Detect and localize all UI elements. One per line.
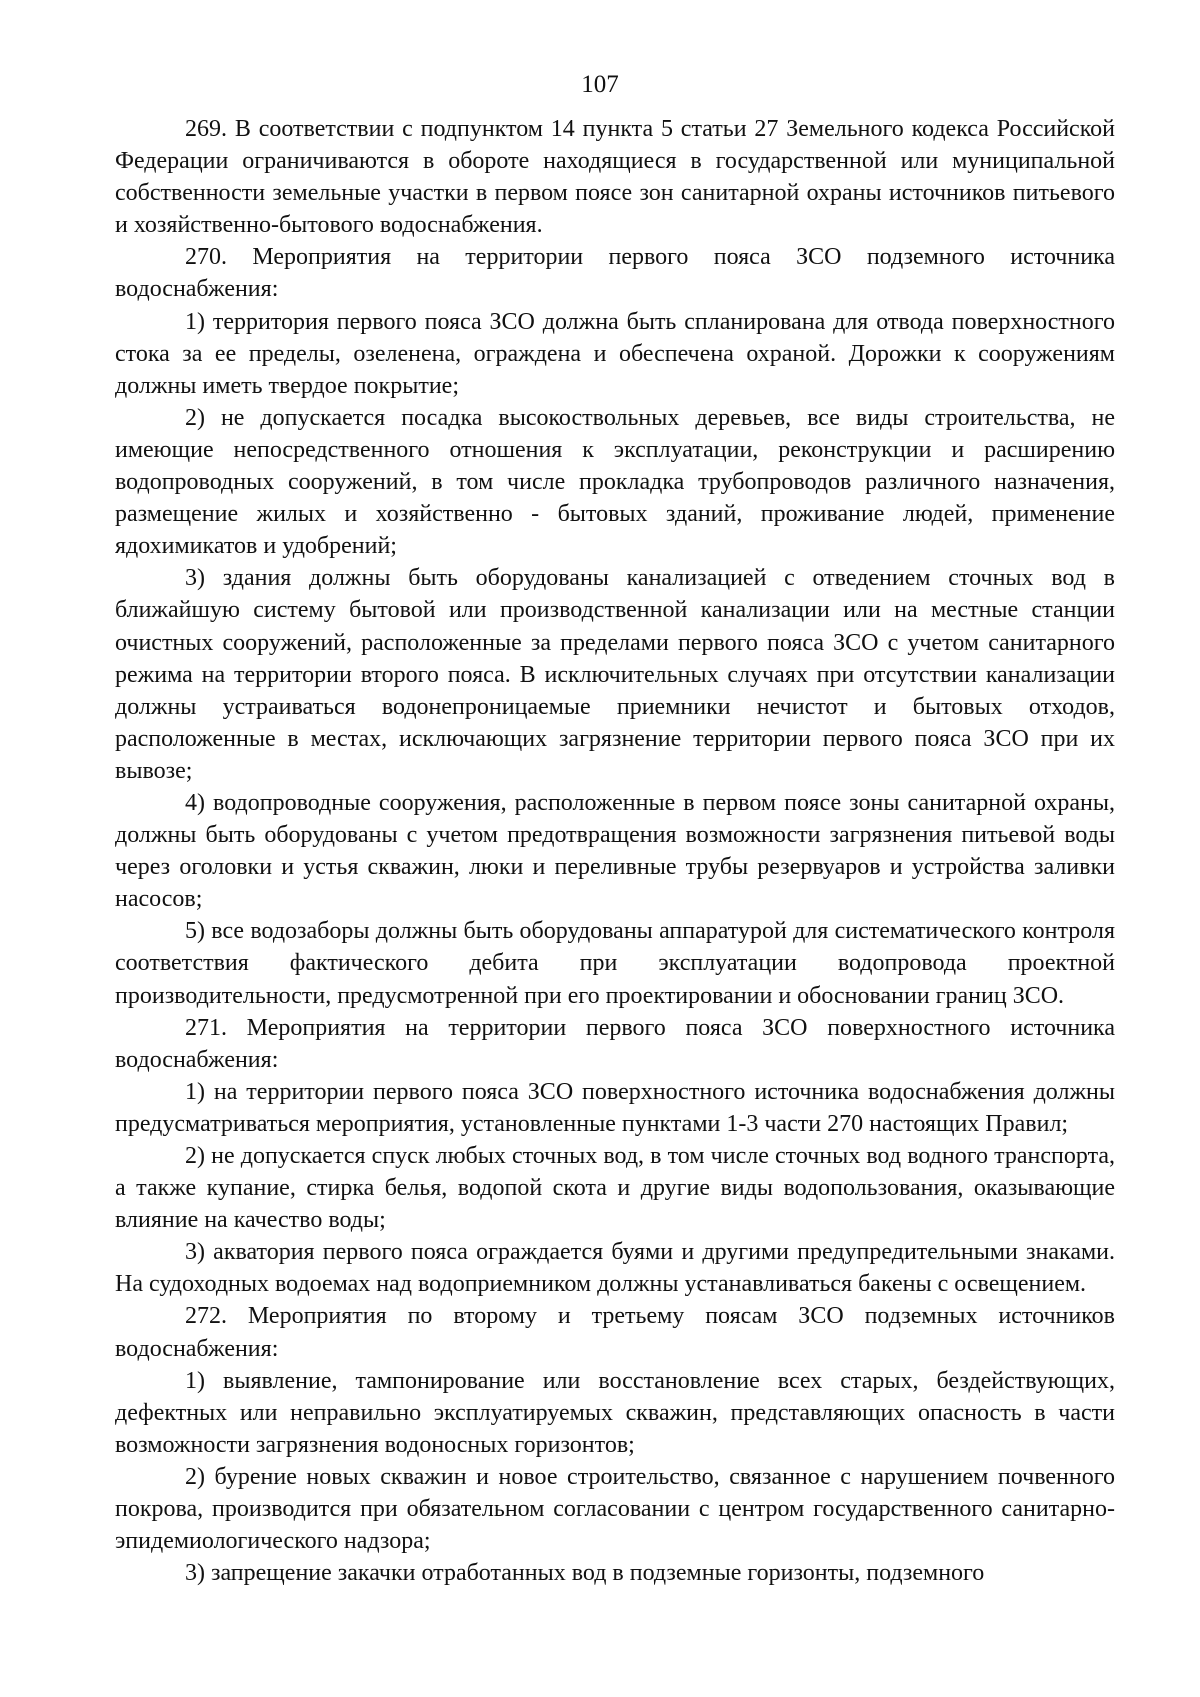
paragraph-269: 269. В соответствии с подпунктом 14 пункта 5 статьи 27 Земельного кодекса Российской Федерации ограничиваются в обороте находящиеся в государственной или муниципальной собственности земельные участки в первом поясе зон санитарной охраны источников питьевого и хозяйственно-бытового водоснабжения.: [115, 116, 1115, 239]
paragraph-272-item-3: 3) запрещение закачки отработанных вод в подземные горизонты, подземного: [185, 1560, 985, 1587]
paragraph-270-item-3: 3) здания должны быть оборудованы канализацией с отведением сточных вод в ближайшую систему бытовой или производственной канализации или на местные станции очистных сооружений, расположенные за пределами первого пояса ЗСО с учетом санитарного режима на территории второго пояса. В исключительных случаях при отсутствии канализации должны устраиваться водонепроницаемые приемники нечистот и бытовых отходов, расположенные в местах, исключающих загрязнение территории первого пояса ЗСО при их вывозе;: [115, 565, 1115, 784]
paragraph-272-item-1: 1) выявление, тампонирование или восстановление всех старых, бездействующих, дефектных или неправильно эксплуатируемых скважин, представляющих опасность в части возможности загрязнения водоносных горизонтов;: [115, 1367, 1115, 1458]
document-body: [115, 113, 1115, 1589]
paragraph-270: 270. Мероприятия на территории первого пояса ЗСО подземного источника водоснабжения:: [115, 244, 1115, 303]
paragraph-271-item-2: 2) не допускается спуск любых сточных вод, в том числе сточных вод водного транспорта, а также купание, стирка белья, водопой скота и другие виды водопользования, оказывающие влияние на качество воды;: [115, 1143, 1115, 1234]
paragraph-271: 271. Мероприятия на территории первого пояса ЗСО поверхностного источника водоснабжения:: [115, 1014, 1115, 1073]
paragraph-271-item-1: 1) на территории первого пояса ЗСО поверхностного источника водоснабжения должны предусматриваться мероприятия, установленные пунктами 1-3 части 270 настоящих Правил;: [115, 1078, 1115, 1137]
paragraph-272-item-2: 2) бурение новых скважин и новое строительство, связанное с нарушением почвенного покрова, производится при обязательном согласовании с центром государственного санитарно-эпидемиологического надзора;: [115, 1463, 1115, 1555]
paragraph-271-item-3: 3) акватория первого пояса ограждается буями и другими предупредительными знаками. На судоходных водоемах над водоприемником должны устанавливаться бакены с освещением.: [115, 1239, 1115, 1298]
paragraph-270-item-4: 4) водопроводные сооружения, расположенные в первом поясе зоны санитарной охраны, должны быть оборудованы с учетом предотвращения возможности загрязнения питьевой воды через оголовки и устья скважин, люки и переливные трубы резервуаров и устройства заливки насосов;: [115, 789, 1115, 913]
paragraph-270-item-5: 5) все водозаборы должны быть оборудованы аппаратурой для систематического контроля соответствия фактического дебита при эксплуатации водопровода проектной производительности, предусмотренной при его проектировании и обосновании границ ЗСО.: [115, 918, 1115, 1009]
paragraph-272: 272. Мероприятия по второму и третьему поясам ЗСО подземных источников водоснабжения:: [115, 1303, 1115, 1362]
paragraph-270-item-2: 2) не допускается посадка высокоствольных деревьев, все виды строительства, не имеющие непосредственного отношения к эксплуатации, реконструкции и расширению водопроводных сооружений, в том числе прокладка трубопроводов различного назначения, размещение жилых и хозяйственно - бытовых зданий, проживание людей, применение ядохимикатов и удобрений;: [115, 404, 1115, 560]
page-number: 107: [581, 71, 619, 98]
paragraph-270-item-1: 1) территория первого пояса ЗСО должна быть спланирована для отвода поверхностного стока за ее пределы, озеленена, ограждена и обеспечена охраной. Дорожки к сооружениям должны иметь твердое покрытие;: [115, 308, 1115, 399]
